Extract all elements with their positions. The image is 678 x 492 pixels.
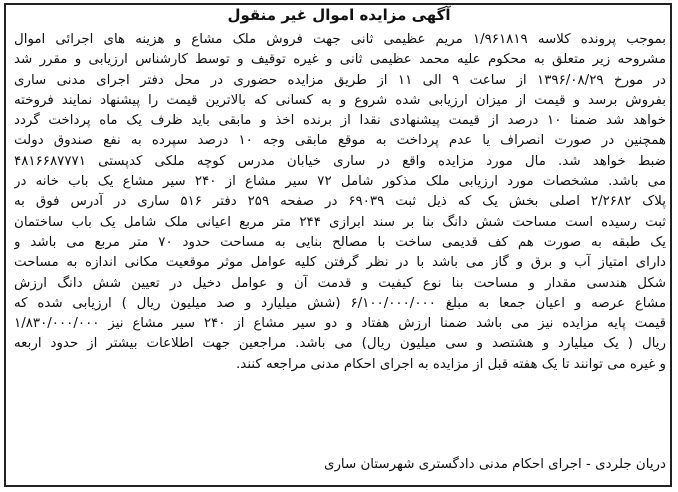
notice-line: همچنین در صورت انصراف یا عدم پرداخت به موقع مابقی وجه ۱۰ درصد سپرده به نفع صندوق دولت [14, 133, 666, 149]
notice-line: می باشد. مشخصات مورد ارزیابی ملک مذکور شامل ۷۲ سیر مشاع از ۲۴۰ سیر مشاع یک باب خانه در [14, 174, 666, 190]
notice-line: دارای امتیاز آب و برق و گاز می باشد با در نظر گرفتن کلیه عوامل موثر موقعیت مکانی اندازه به مساحت [14, 255, 666, 271]
notice-line: قیمت پایه مزایده نیز می باشد ضمنا ارزش هفتاد و دو سیر مشاع از ۲۴۰ سیر مشاع نیز ۱/۸۳۰/۰۰۰/۰۰۰ [14, 316, 666, 332]
notice-line: بموجب پرونده کلاسه ۱/۹۶۱۸۱۹ مریم عظیمی ثانی جهت فروش ملک مشاع و هزینه های اجرائی اموال [14, 32, 666, 47]
notice-line: ضبط خواهد شد. مال مورد مزایده واقع در ساری خیابان مدرس کوچه ملکی کدپستی ۴۸۱۶۶۸۷۷۷۱ [14, 153, 666, 169]
notice-line: ثبت رسیده است مساحت شش دانگ بنا بر سند ابرازی ۲۴۴ متر مربع اعیانی ملک شامل یک باب ساختمان [14, 214, 666, 230]
notice-line: و غیره می توانند تا یک هفته قبل از مزایده به اجرای احکام مدنی مراجعه کنند. [236, 356, 666, 372]
notice-title: آگهی مزایده اموال غیر منقول [227, 6, 451, 24]
notice-line: خواهد شد ضمنا ۱۰ درصد از قیمت پیشنهادی نقدا از برنده اخذ و مابقی باید ظرف یک ماه پرداخت گردد [14, 113, 666, 129]
notice-line: مشروحه زیر متعلق به محکوم علیه محمد عظیمی ثانی و غیره توقیف و توسط کارشناس ارزیابی و مقرر شد [14, 52, 666, 68]
notice-line: پلاک ۲/۲۶۸۲ اصلی بخش یک که ذیل ثبت ۶۹۰۳۹ در صفحه ۲۵۹ دفتر ۵۱۶ ساری در آدرس فوق به [14, 194, 666, 210]
notice-line: ریال ( یک میلیارد و هشتصد و سی میلیون ریال) می باشد. مراجعین جهت اطلاعات بیشتر از حدود اربعه [14, 336, 666, 352]
notice-line: شکل هندسی مقدار و مساحت بنا نوع کیفیت و قدمت آن و عوامل دخیل در تعیین شش دانگ ارزش [14, 275, 666, 291]
notice-body [14, 30, 666, 375]
notice-line: یک طبقه به صورت هم کف قدیمی ساخت با مصالح بنایی به مساحت حدود ۷۰ متر مربع می باشد و [14, 234, 666, 250]
notice-line: بفروش برسد و قیمت از میزان ارزیابی شده شروع و به کسانی که بالاترین قیمت را پیشنهاد نمایند فروخته [14, 92, 666, 108]
notice-line: مشاع عرصه و اعیان جمعا به مبلغ ۶/۱۰۰/۰۰۰/۰۰۰ (شش میلیارد و صد میلیون ریال ) ارزیابی شده که [14, 295, 666, 311]
notice-signature: دریان جلردی - اجرای احکام مدنی دادگستری شهرستان ساری [323, 457, 666, 472]
notice-line: در مورخ ۱۳۹۶/۰۸/۲۹ از ساعت ۹ الی ۱۱ از طریق مزایده حضوری در محل دفتر اجرای مدنی ساری [14, 72, 666, 88]
